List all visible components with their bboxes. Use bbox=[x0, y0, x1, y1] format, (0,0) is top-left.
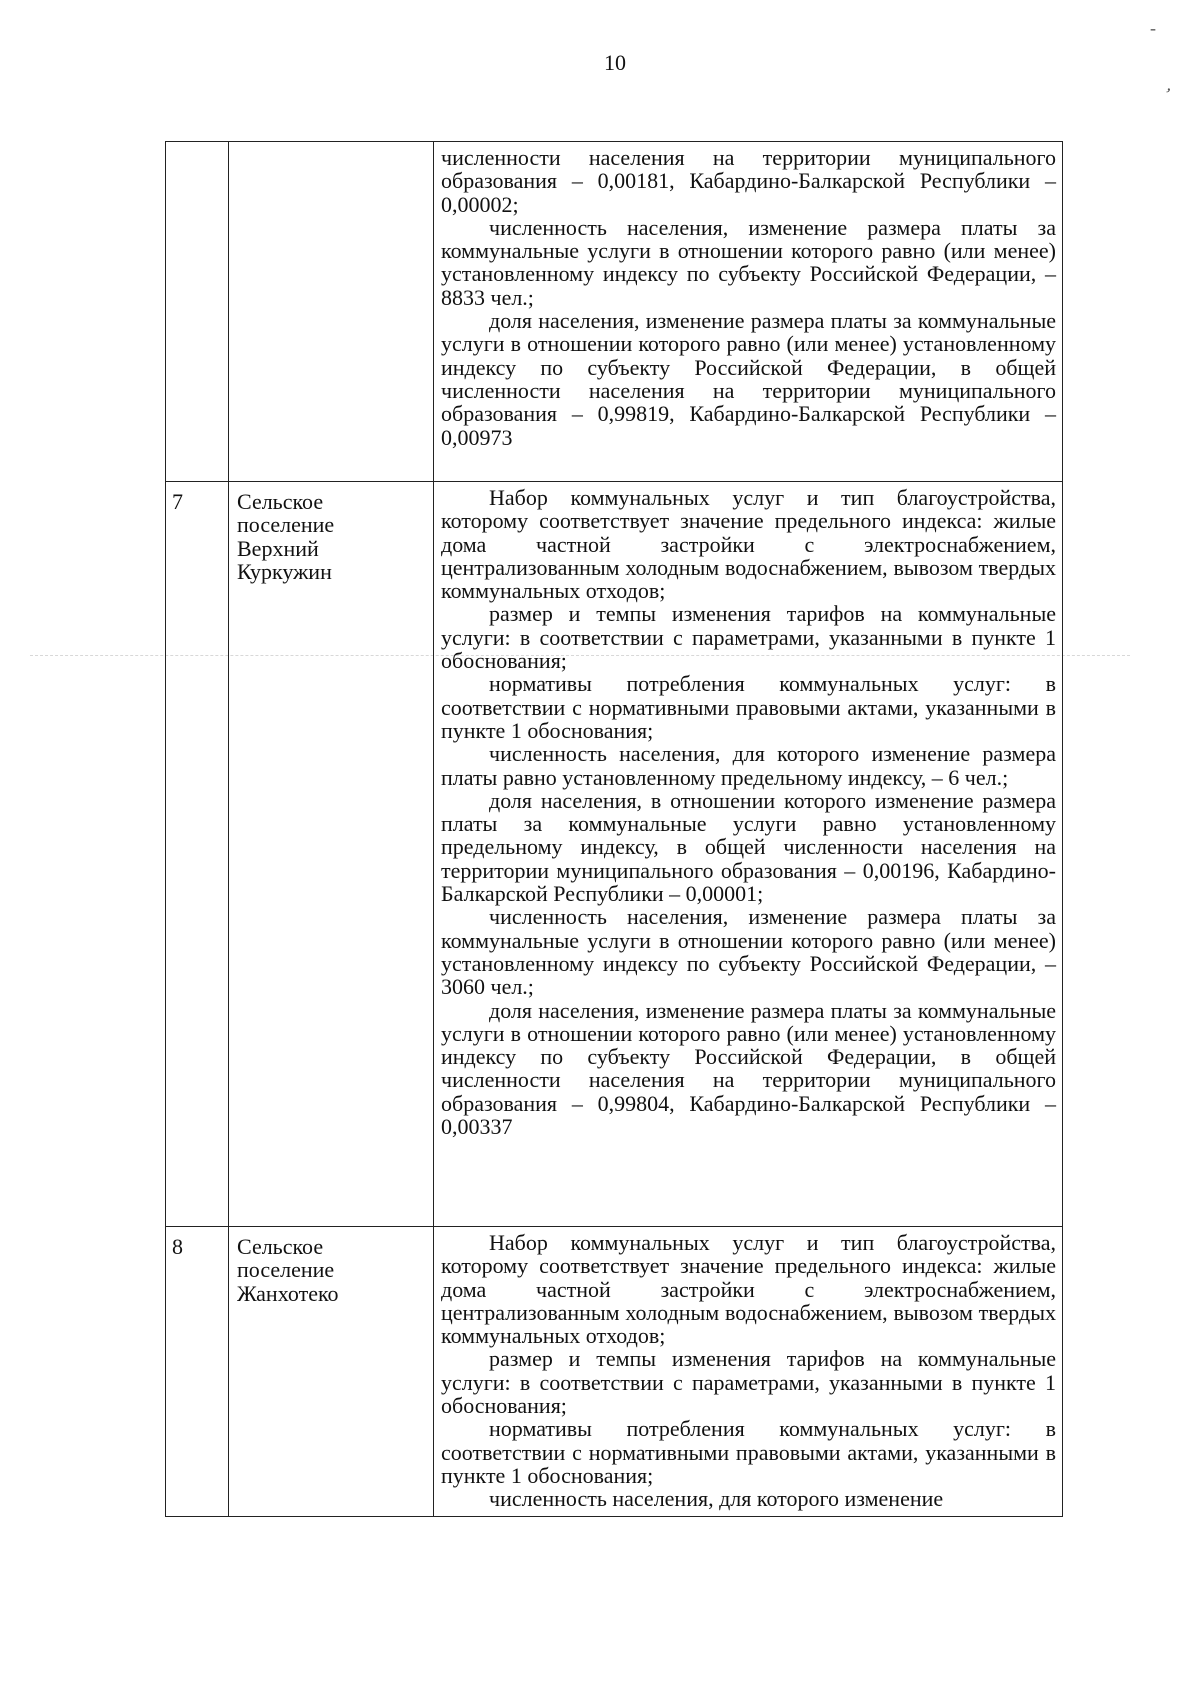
settlement-name-line: Куркужин bbox=[237, 558, 332, 584]
paragraph: численность населения, для которого изменение bbox=[489, 1486, 944, 1512]
table-row bbox=[166, 1227, 1063, 1517]
paragraph: нормативы потребления коммунальных услуг: в соответствии с нормативными правовыми актами, указанными в пункте 1 обоснования; bbox=[441, 1416, 1056, 1488]
row-number-cell: 7 bbox=[166, 482, 229, 1227]
paragraph: доля населения, изменение размера платы за коммунальные услуги в отношении которого равно (или менее) установленному индексу по субъекту Российской Федерации, в общей численности населения на территории муниципального образования – 0,99819, Кабардино-Балкарской Республики – 0,00973 bbox=[441, 308, 1056, 450]
scan-mark-tick: ’ bbox=[1160, 83, 1174, 105]
settlement-name-cell bbox=[229, 142, 434, 482]
settlement-name-line: Сельское bbox=[237, 489, 324, 514]
settlement-name-line: Жанхотеко bbox=[237, 1280, 339, 1306]
settlement-name-line: поселение bbox=[237, 512, 335, 538]
paragraph: Набор коммунальных услуг и тип благоустройства, которому соответствует значение предельного индекса: жилые дома частной застройки с электроснабжением, централизованным холодным водоснабжением, вывозом твердых коммунальных отходов; bbox=[441, 485, 1056, 604]
paragraph: доля населения, изменение размера платы за коммунальные услуги в отношении которого равно (или менее) установленному индексу по субъекту Российской Федерации, в общей численности населения на территории муниципального образования – 0,99804, Кабардино-Балкарской Республики – 0,00337 bbox=[441, 997, 1056, 1140]
paragraph: нормативы потребления коммунальных услуг: в соответствии с нормативными правовыми актами, указанными в пункте 1 обоснования; bbox=[441, 671, 1056, 743]
scan-mark-dash: - bbox=[1150, 18, 1156, 38]
settlement-name-line: поселение bbox=[237, 1257, 335, 1283]
row-number-cell: 8 bbox=[166, 1227, 229, 1517]
settlement-name-line: Верхний bbox=[237, 535, 319, 561]
description-cell bbox=[434, 1227, 1063, 1517]
settlements-table bbox=[165, 141, 1063, 1517]
paragraph: размер и темпы изменения тарифов на коммунальные услуги: в соответствии с параметрами, указанными в пункте 1 обоснования; bbox=[441, 601, 1056, 674]
settlement-name-line: Сельское bbox=[237, 1234, 324, 1259]
settlement-name-cell bbox=[229, 482, 434, 1227]
paragraph: численности населения на территории муниципального образования – 0,00181, Кабардино-Балкарской Республики – 0,00002; bbox=[441, 145, 1056, 217]
paragraph: Набор коммунальных услуг и тип благоустройства, которому соответствует значение предельного индекса: жилые дома частной застройки с электроснабжением, централизованным холодным водоснабжением, вывозом твердых коммунальных отходов; bbox=[441, 1230, 1056, 1349]
paragraph: численность населения, изменение размера платы за коммунальные услуги в отношении которого равно (или менее) установленному индексу по субъекту Российской Федерации, – 8833 чел.; bbox=[441, 214, 1056, 310]
settlement-name-cell bbox=[229, 1227, 434, 1517]
paragraph: доля населения, в отношении которого изменение размера платы за коммунальные услуги равно установленному предельному индексу, в общей численности населения на территории муниципального образования – 0,00196, Кабардино-Балкарской Республики – 0,00001; bbox=[441, 787, 1056, 907]
table-row bbox=[166, 142, 1063, 482]
table-row bbox=[166, 482, 1063, 1227]
paragraph: численность населения, изменение размера платы за коммунальные услуги в отношении которого равно (или менее) установленному индексу по субъекту Российской Федерации, – 3060 чел.; bbox=[441, 904, 1056, 1000]
description-cell bbox=[434, 482, 1063, 1227]
description-cell bbox=[434, 142, 1063, 482]
row-number-cell bbox=[166, 142, 229, 482]
page-number: 10 bbox=[604, 50, 626, 75]
paragraph: размер и темпы изменения тарифов на коммунальные услуги: в соответствии с параметрами, указанными в пункте 1 обоснования; bbox=[441, 1346, 1056, 1419]
paragraph: численность населения, для которого изменение размера платы равно установленному предельному индексу, – 6 чел.; bbox=[441, 741, 1056, 790]
